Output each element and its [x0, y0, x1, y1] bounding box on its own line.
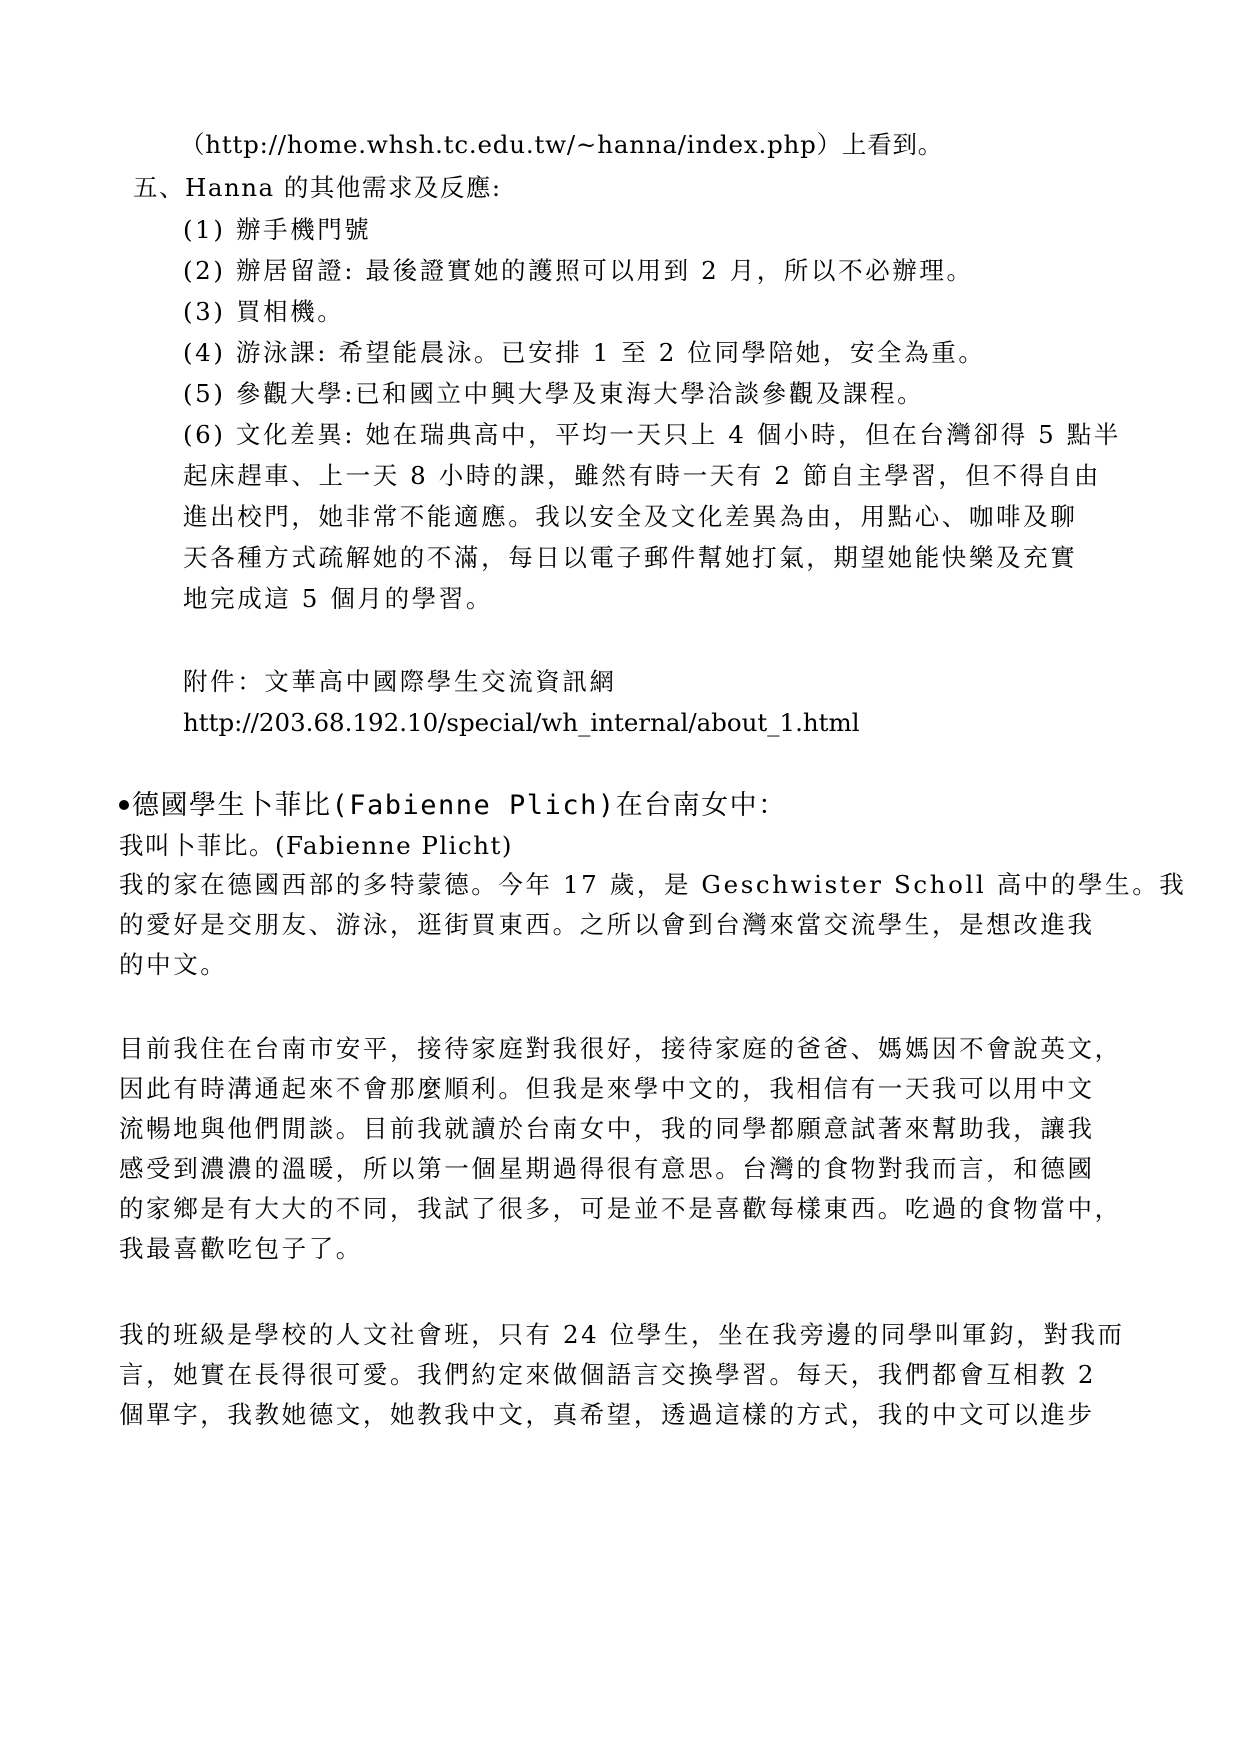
attachment-link[interactable]: http://203.68.192.10/special/wh_internal/about_1.html	[183, 708, 860, 737]
paragraph-line: 我的班級是學校的人文社會班，只有 24 位學生，坐在我旁邊的同學叫軍鈞，對我而	[119, 1320, 1125, 1349]
section-heading-text: 德國學生卜菲比(Fabienne Plich)在台南女中：	[132, 790, 787, 821]
paragraph-line: 個單字，我教她德文，她教我中文，真希望，透過這樣的方式，我的中文可以進步	[119, 1400, 1095, 1429]
paragraph-line: 的中文。	[119, 950, 228, 979]
section-heading	[119, 789, 787, 823]
url-line: （http://home.whsh.tc.edu.tw/~hanna/index.php）上看到。	[180, 130, 944, 159]
list-item: (5) 參觀大學:已和國立中興大學及東海大學洽談參觀及課程。	[183, 379, 925, 408]
list-item-paragraph-line: 進出校門，她非常不能適應。我以安全及文化差異為由，用點心、咖啡及聊	[183, 502, 1078, 531]
paragraph-line: 流暢地與他們閒談。目前我就讀於台南女中，我的同學都願意試著來幫助我，讓我	[119, 1114, 1095, 1143]
paragraph-line: 因此有時溝通起來不會那麼順利。但我是來學中文的，我相信有一天我可以用中文	[119, 1074, 1095, 1103]
list-item-paragraph-line: (6) 文化差異: 她在瑞典高中，平均一天只上 4 個小時，但在台灣卻得 5 點半	[183, 420, 1121, 449]
list-item: (2) 辦居留證: 最後證實她的護照可以用到 2 月，所以不必辦理。	[183, 256, 974, 285]
paragraph-line: 我的家在德國西部的多特蒙德。今年 17 歲，是 Geschwister Scholl 高中的學生。我	[119, 870, 1187, 899]
list-item-paragraph-line: 起床趕車、上一天 8 小時的課，雖然有時一天有 2 節自主學習，但不得自由	[183, 461, 1102, 490]
paragraph-line: 的家鄉是有大大的不同，我試了很多，可是並不是喜歡每樣東西。吃過的食物當中，	[119, 1194, 1122, 1223]
list-item: (4) 游泳課: 希望能晨泳。已安排 1 至 2 位同學陪她，安全為重。	[183, 338, 986, 367]
paragraph-line: 感受到濃濃的溫暖，所以第一個星期過得很有意思。台灣的食物對我而言，和德國	[119, 1154, 1095, 1183]
list-item-paragraph-line: 天各種方式疏解她的不滿，每日以電子郵件幫她打氣，期望她能快樂及充實	[183, 543, 1078, 572]
list-item: (1) 辦手機門號	[183, 215, 372, 244]
attachment-label: 附件：文華高中國際學生交流資訊網	[183, 667, 617, 696]
bullet-icon	[119, 800, 129, 810]
paragraph-line: 的愛好是交朋友、游泳，逛街買東西。之所以會到台灣來當交流學生，是想改進我	[119, 910, 1095, 939]
paragraph-line: 目前我住在台南市安平，接待家庭對我很好，接待家庭的爸爸、媽媽因不會說英文，	[119, 1034, 1122, 1063]
list-item: (3) 買相機。	[183, 297, 345, 326]
list-item-paragraph-line: 地完成這 5 個月的學習。	[183, 584, 493, 613]
paragraph-line: 我最喜歡吃包子了。	[119, 1234, 363, 1263]
section-title: 五、Hanna 的其他需求及反應:	[133, 173, 502, 202]
paragraph-line: 言，她實在長得很可愛。我們約定來做個語言交換學習。每天，我們都會互相教 2	[119, 1360, 1097, 1389]
intro-line: 我叫卜菲比。(Fabienne Plicht)	[119, 831, 513, 860]
